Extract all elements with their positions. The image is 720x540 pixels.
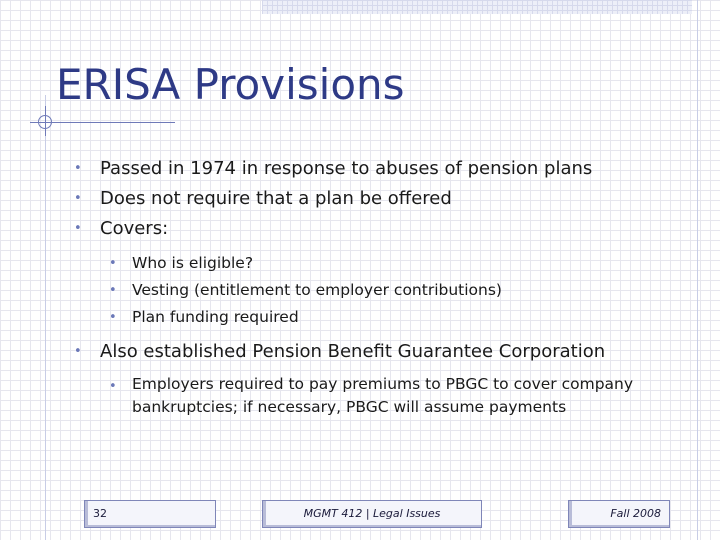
bullet-text: Does not require that a plan be offered — [100, 188, 452, 209]
bullet-icon: • — [74, 161, 82, 176]
sub-bullet-item — [72, 304, 692, 331]
sub-bullet-item — [72, 250, 692, 277]
slide-title: ERISA Provisions — [56, 60, 405, 109]
sub-bullet-text: Vesting (entitlement to employer contributions) — [132, 281, 502, 299]
bullet-icon: • — [74, 191, 82, 206]
sub-bullet-text: Who is eligible? — [132, 254, 254, 272]
sub-bullet-icon: • — [109, 310, 117, 325]
bullet-text: Passed in 1974 in response to abuses of pension plans — [100, 158, 593, 179]
decorative-right-rule — [697, 0, 698, 540]
sub-bullet-icon: • — [109, 379, 117, 394]
bullet-list — [72, 154, 692, 419]
crosshair-circle-icon — [38, 115, 52, 129]
bullet-icon: • — [74, 344, 82, 359]
footer-course: MGMT 412 | Legal Issues — [262, 500, 482, 528]
bullet-item — [72, 184, 692, 214]
sub-bullet-icon: • — [109, 283, 117, 298]
sub-bullet-item — [72, 277, 692, 304]
sub-bullet-item — [72, 373, 692, 419]
bullet-icon: • — [74, 221, 82, 236]
bullet-item — [72, 337, 692, 367]
sub-bullet-text: Employers required to pay premiums to PBGC to cover company bankruptcies; if necessary, PBGC will assume payments — [132, 375, 634, 416]
footer-term: Fall 2008 — [568, 500, 670, 528]
decorative-top-band — [262, 0, 692, 14]
decorative-left-rule — [45, 95, 46, 540]
bullet-item — [72, 214, 692, 244]
bullet-item — [72, 154, 692, 184]
sub-bullet-text: Plan funding required — [132, 308, 299, 326]
bullet-text: Also established Pension Benefit Guarantee Corporation — [100, 341, 606, 362]
sub-bullet-icon: • — [109, 256, 117, 271]
footer-page-number: 32 — [84, 500, 216, 528]
bullet-text: Covers: — [100, 218, 169, 239]
